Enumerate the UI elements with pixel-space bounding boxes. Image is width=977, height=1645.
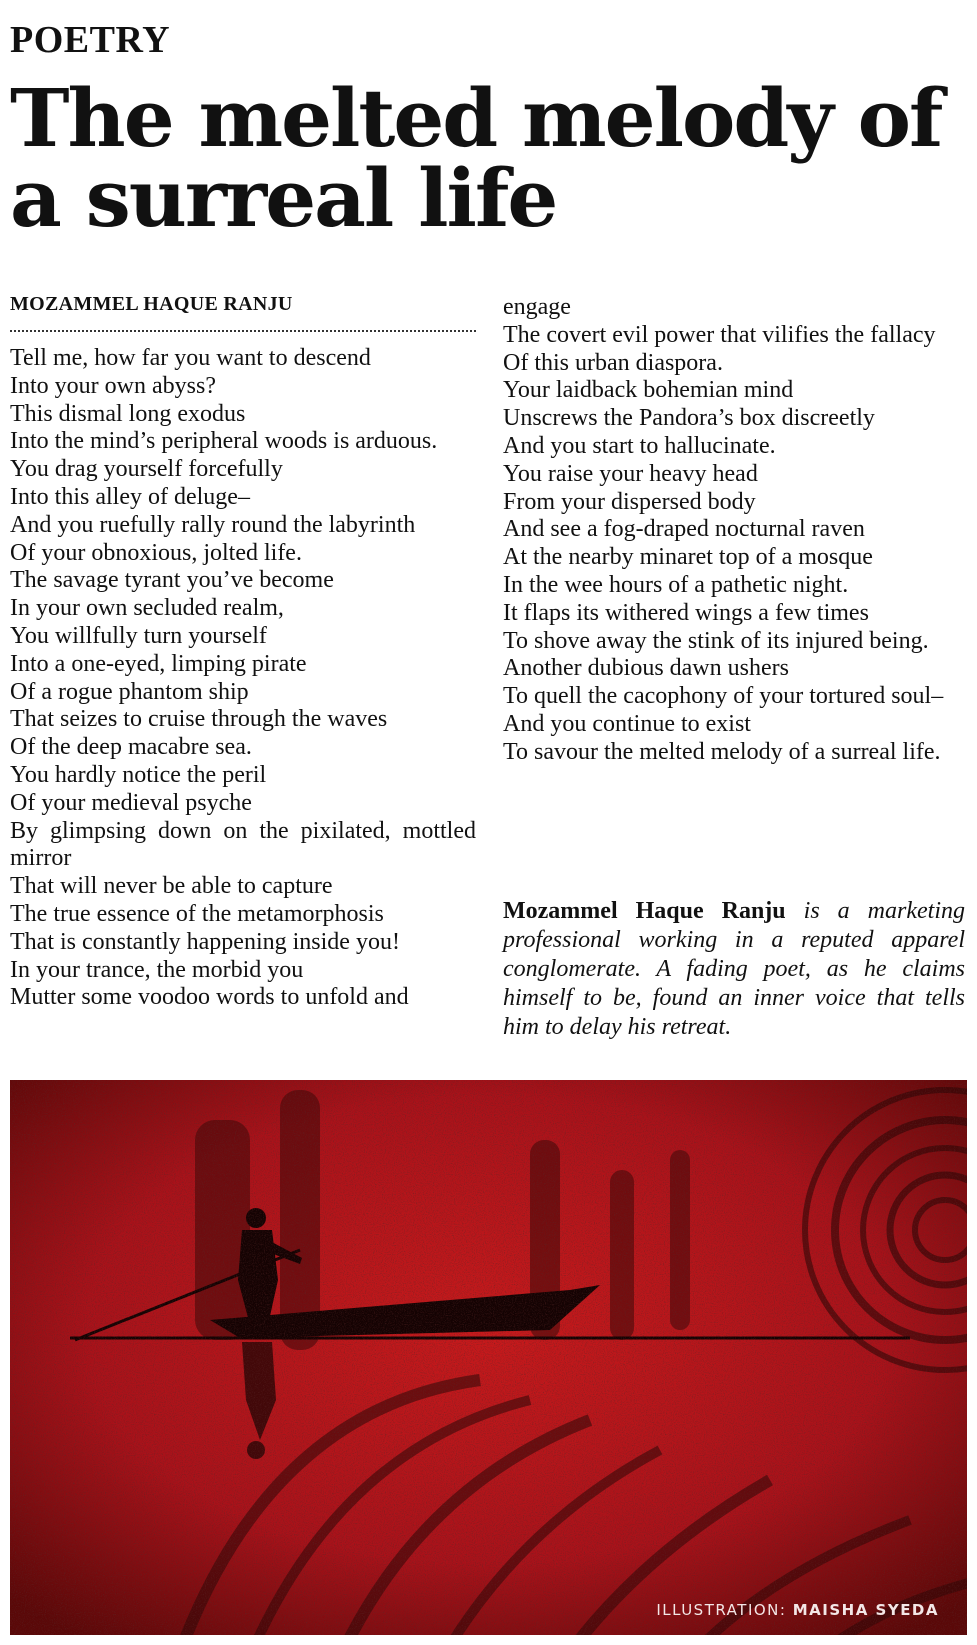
- poem-line: To savour the melted melody of a surreal life.: [503, 738, 941, 765]
- poem-line: This dismal long exodus: [10, 400, 246, 427]
- poem-line: And you continue to exist: [503, 710, 751, 737]
- poem-line: Into a one-eyed, limping pirate: [10, 650, 307, 677]
- poem-line: And you start to hallucinate.: [503, 432, 776, 459]
- poem-line: By glimpsing down on the pixilated, mottled mirror: [10, 817, 476, 872]
- poem-line: That seizes to cruise through the waves: [10, 706, 388, 733]
- poem-line: You drag yourself forcefully: [10, 456, 283, 483]
- poem-line: At the nearby minaret top of a mosque: [503, 544, 873, 571]
- author-bio: [503, 897, 965, 1042]
- poem-line: Tell me, how far you want to descend: [10, 345, 371, 371]
- poem-line: Of your medieval psyche: [10, 789, 252, 816]
- poem-column-left: [10, 345, 476, 1012]
- poem-line: To quell the cacophony of your tortured soul–: [503, 683, 944, 710]
- article-title: The melted melody of a surreal life: [10, 71, 942, 245]
- poem-line: In your trance, the morbid you: [10, 956, 304, 983]
- poem-line: From your dispersed body: [503, 488, 756, 515]
- poem-line: To shove away the stink of its injured being.: [503, 627, 929, 654]
- poem-line: Of the deep macabre sea.: [10, 734, 252, 761]
- poem-line: Of this urban diaspora.: [503, 349, 723, 376]
- author-bio-text: is a marketing professional working in a reputed apparel conglomerate. A fading poet, as he claims himself to be, found an inner voice that tells him to delay his retreat.: [503, 898, 965, 1040]
- poem-line: Another dubious dawn ushers: [503, 655, 789, 682]
- illustration-image: [10, 1080, 967, 1635]
- poem-line: And see a fog-draped nocturnal raven: [503, 516, 865, 543]
- poem-line: And you ruefully rally round the labyrinth: [10, 511, 416, 538]
- poem-line: The savage tyrant you’ve become: [10, 567, 334, 594]
- poem-column-right: [503, 294, 965, 767]
- poem-line: Into the mind’s peripheral woods is arduous.: [10, 428, 438, 455]
- poem-line: Of a rogue phantom ship: [10, 678, 249, 705]
- poem-line: In the wee hours of a pathetic night.: [503, 571, 849, 598]
- credit-name: MAISHA SYEDA: [792, 1601, 939, 1619]
- poem-line: The true essence of the metamorphosis: [10, 900, 384, 927]
- poem-line: It flaps its withered wings a few times: [503, 599, 869, 626]
- poem-line: Your laidback bohemian mind: [503, 377, 794, 404]
- poem-line: You hardly notice the peril: [10, 761, 267, 788]
- poem-line: That is constantly happening inside you!: [10, 928, 400, 955]
- poem-line: Mutter some voodoo words to unfold and: [10, 984, 409, 1011]
- poem-line: engage: [503, 294, 571, 320]
- poem-line: Of your obnoxious, jolted life.: [10, 539, 302, 566]
- section-label: POETRY: [10, 19, 171, 61]
- poem-line: Unscrews the Pandora’s box discreetly: [503, 405, 875, 432]
- illustration-credit: [656, 1601, 939, 1619]
- illustration-boatman: [10, 1080, 967, 1635]
- poem-line: Into this alley of deluge–: [10, 483, 250, 510]
- poem-line: You willfully turn yourself: [10, 622, 267, 649]
- poem-line: The covert evil power that vilifies the fallacy: [503, 321, 936, 348]
- byline-divider: [10, 330, 476, 332]
- credit-label: ILLUSTRATION:: [656, 1601, 793, 1619]
- author-byline: MOZAMMEL HAQUE RANJU: [10, 293, 293, 315]
- poem-line: In your own secluded realm,: [10, 595, 284, 622]
- poem-line: Into your own abyss?: [10, 372, 216, 399]
- poem-line: That will never be able to capture: [10, 873, 333, 900]
- author-bio-name: Mozammel Haque Ranju: [503, 898, 786, 924]
- poem-line: You raise your heavy head: [503, 460, 758, 487]
